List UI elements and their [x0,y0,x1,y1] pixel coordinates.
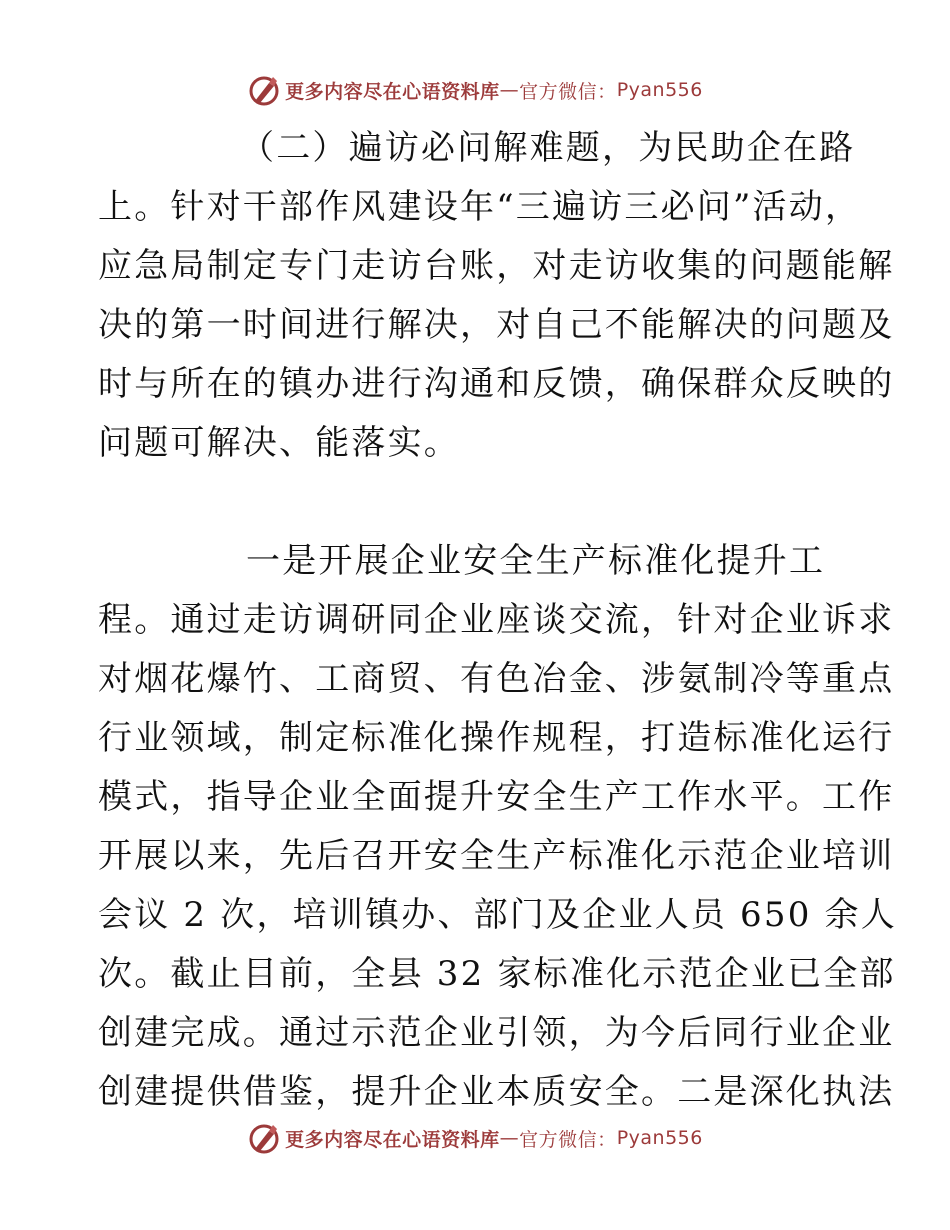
paragraph-1-line-5: 时与所在的镇办进行沟通和反馈，确保群众反映的 [98,364,895,404]
paragraph-2-line-8: 次。截止目前，全县 32 家标准化示范企业已全部 [98,954,896,994]
footer-watermark [0,1120,950,1156]
watermark-brand: 更多内容尽在心语资料库 [285,1128,500,1151]
paragraph-2-line-5: 模式，指导企业全面提升安全生产工作水平。工作 [98,777,895,817]
paragraph-1-line-2: 上。针对干部作风建设年“三遍访三必问”活动， [98,187,862,227]
paragraph-2-line-2: 程。通过走访调研同企业座谈交流，针对企业诉求 [98,600,895,640]
watermark-account: Pyan556 [616,1127,703,1149]
pen-nib-circle-icon [247,73,281,107]
paragraph-gap [98,473,858,532]
paragraph-2-line-9: 创建完成。通过示范企业引领，为今后同行业企业 [98,1013,895,1053]
watermark-dash: — [499,79,520,101]
paragraph-2-line-3: 对烟花爆竹、工商贸、有色冶金、涉氨制冷等重点 [98,659,895,699]
paragraph-1-line-3: 应急局制定专门走访台账，对走访收集的问题能解 [98,246,895,286]
paragraph-1-line-4: 决的第一时间进行解决，对自己不能解决的问题及 [98,305,895,345]
watermark-dash: — [499,1127,520,1149]
watermark-label: 官方微信： [519,80,617,103]
watermark-label: 官方微信： [519,1128,617,1151]
header-watermark [0,72,950,108]
paragraph-1-line-1: （二）遍访必问解难题，为民助企在路 [240,128,856,168]
paragraph-2-line-6: 开展以来，先后召开安全生产标准化示范企业培训 [98,836,895,876]
paragraph-2-line-1: 一是开展企业安全生产标准化提升工 [246,541,826,581]
paragraph-2-line-4: 行业领域，制定标准化操作规程，打造标准化运行 [98,718,895,758]
paragraph-2-line-10: 创建提供借鉴，提升企业本质安全。二是深化执法 [98,1072,895,1112]
document-body [98,119,897,1122]
watermark-account: Pyan556 [616,79,703,101]
pen-nib-circle-icon [247,1121,281,1155]
paragraph-2-line-7: 会议 2 次，培训镇办、部门及企业人员 650 余人 [98,895,897,935]
watermark-brand: 更多内容尽在心语资料库 [285,80,500,103]
paragraph-1-line-6: 问题可解决、能落实。 [98,423,460,463]
